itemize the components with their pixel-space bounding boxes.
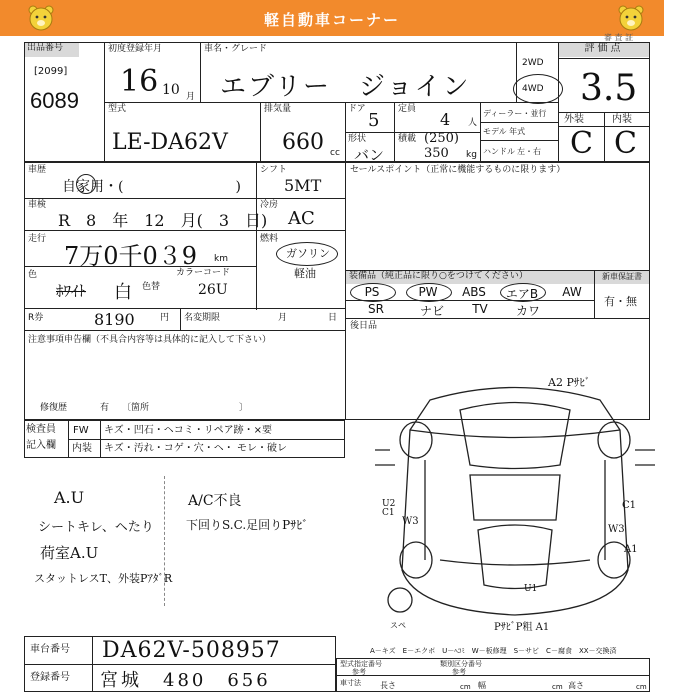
first-reg-month-unit: 月	[186, 92, 196, 102]
model-label: 型式	[108, 104, 127, 114]
diagram-mark-u2c1: U2 C1	[382, 499, 396, 518]
chassis-value: DA62V-508957	[102, 638, 281, 663]
diagram-mark-a1: A1	[624, 544, 638, 555]
grade-int-label: 内装	[612, 114, 632, 125]
diagram-mark-w3-right: W3	[608, 524, 625, 535]
spec-height: 高さ	[568, 681, 584, 690]
note-left-3: 荷室A.U	[40, 544, 99, 562]
diagram-mark-u1: U1	[524, 584, 538, 594]
bear-mascot-icon	[616, 4, 646, 32]
notes-label: 注意事項申告欄（不具合内容等は具体的に記入して下さい）	[28, 335, 272, 345]
equipment-circle	[406, 283, 452, 302]
registration-value: 宮城 480 656	[100, 670, 271, 691]
color-struck: ﾎﾜｲﾄ	[56, 282, 87, 300]
equipment-circle	[500, 283, 546, 302]
spec-cm-1: cm	[460, 683, 471, 691]
inspector-row2: キズ・汚れ・コゲ・穴・ヘ・ モレ・破レ	[104, 443, 287, 454]
diagram-mark-w3-left: W3	[402, 516, 419, 527]
top-stamp: 審 査 証	[604, 33, 634, 42]
equipment-item: PS	[364, 285, 380, 299]
inspector-label: 検査員	[26, 424, 56, 435]
grade-ext-value: C	[570, 126, 593, 161]
color-label: 色	[28, 270, 38, 280]
first-reg-label: 初度登録年月	[108, 44, 163, 54]
equipment-item: ナビ	[419, 304, 444, 318]
color-value: 白	[114, 282, 132, 303]
damage-legend: A－キズ E－エクボ U－ﾍｺﾐ W－板修理 S－サビ C－腐食 XX－交換済	[370, 647, 617, 655]
spec-label-1: 型式指定番号	[340, 660, 382, 668]
car-name-label: 車名・グレード	[204, 44, 268, 54]
equipment-item: SR	[368, 302, 384, 316]
name-change-month: 月	[278, 313, 288, 323]
drive-2wd: 2WD	[522, 58, 544, 68]
drive-4wd: 4WD	[522, 84, 544, 94]
grade-int-value: C	[614, 126, 637, 161]
capacity-value: 4	[440, 110, 451, 129]
shift-value: 5MT	[284, 176, 322, 195]
inspector-row1-label: FW	[73, 425, 89, 436]
fuel-gasoline: ガソリン	[286, 247, 330, 260]
spec-label-2: 類別区分番号	[440, 660, 482, 668]
history-label: 車歴	[28, 165, 47, 175]
capacity-unit: 人	[468, 118, 478, 128]
spec-size-label: 車寸法	[340, 679, 361, 687]
lot-label: 出品番号	[25, 43, 79, 57]
return-date-label: 後日品	[350, 321, 378, 331]
lot-code: [2099]	[34, 66, 68, 77]
load-value: (250)	[424, 131, 459, 146]
repair-bracket: 〔箇所 〕	[122, 403, 249, 413]
car-name-value: エブリー ジョイン	[220, 72, 471, 102]
ac-value: AC	[288, 208, 315, 229]
ac-label: 冷房	[260, 200, 279, 210]
name-change-label: 名変期限	[184, 313, 221, 323]
displacement-unit: cc	[330, 148, 340, 158]
history-circle	[76, 174, 96, 194]
shift-label: シフト	[260, 165, 288, 175]
diagram-mark-rear: PｻﾋﾞP粗 A1	[494, 622, 550, 633]
inspection-value: R 8 年 12 月( 3 日)	[58, 211, 268, 230]
handle-label: ハンドル	[483, 147, 515, 156]
page-title: 軽自動車コーナー	[263, 11, 400, 29]
spec-length: 長さ	[380, 681, 396, 690]
shape-label: 形状	[348, 134, 367, 144]
warranty-label: 新車保証書	[595, 271, 649, 284]
color-code: 26U	[198, 282, 228, 298]
recycle-value: 8190	[94, 310, 135, 329]
handle-value: 左・右	[517, 147, 541, 156]
grade-value: 3.5	[580, 68, 638, 109]
equipment-item: TV	[472, 302, 488, 316]
shape-value: バン	[354, 146, 385, 164]
inspector-entry-label: 記入欄	[26, 440, 56, 451]
load-unit: kg	[466, 150, 477, 160]
grade-label: 評価点	[559, 43, 649, 57]
inspector-row1: キズ・凹石・ヘコミ・リペア跡・×要	[104, 425, 272, 436]
spec-cm-2: cm	[552, 683, 563, 691]
sales-point-label: セールスポイント（正常に機能するものに限ります）	[350, 165, 566, 175]
note-left-4: スタットレスT、外装PｱﾀﾞR	[34, 572, 173, 585]
first-reg-year: 16	[120, 64, 159, 99]
recycle-label: R券	[28, 313, 44, 323]
mileage-unit: km	[214, 254, 228, 264]
model-year-label: モデル 年式	[483, 127, 526, 136]
spec-ref-1: 参考	[352, 668, 366, 676]
spec-cm-3: cm	[636, 683, 647, 691]
equipment-label: 装備品（純正品に限り○をつけてください）	[346, 271, 597, 284]
spec-ref-2: 参考	[452, 668, 466, 676]
dealer-label: ディーラー・並行	[483, 109, 547, 118]
inspection-label: 車検	[28, 200, 47, 210]
fuel-gasoline-circle	[276, 242, 338, 266]
fuel-diesel: 軽油	[294, 267, 316, 280]
equipment-item: ABS	[462, 285, 486, 299]
doors-value: 5	[368, 110, 380, 131]
diagram-mark-spare: スペ	[390, 621, 406, 630]
capacity-label: 定員	[398, 104, 417, 114]
equipment-item: AW	[562, 285, 582, 299]
spec-width: 幅	[478, 681, 486, 690]
header-bar	[0, 0, 664, 36]
color-code-label: カラーコード	[176, 268, 231, 278]
name-change-day: 日	[328, 313, 338, 323]
diagram-mark-a2: A2 Pｻﾋﾞ	[548, 376, 591, 389]
lot-number: 6089	[30, 88, 79, 113]
note-right-1: A/C不良	[188, 493, 242, 509]
equipment-circle	[350, 283, 396, 302]
color-change-label: 色替	[142, 282, 161, 292]
mileage-label: 走行	[28, 234, 47, 244]
load-value-2: 350	[424, 146, 449, 161]
repair-label: 修復歴	[40, 403, 68, 413]
diagram-mark-c1: C1	[622, 500, 637, 511]
history-value: 自家用・( )	[62, 179, 241, 195]
note-left-1: A.U	[54, 488, 85, 507]
repair-value: 有	[100, 403, 110, 413]
chassis-label: 車台番号	[30, 644, 70, 655]
doors-label: ドア	[348, 104, 366, 114]
note-right-2: 下回りS.C.足回りPｻﾋﾞ	[186, 518, 309, 532]
inspector-row2-label: 内装	[72, 443, 92, 454]
note-left-2: シートキレ、ヘたり	[38, 520, 154, 535]
fuel-label: 燃料	[260, 234, 279, 244]
drive-4wd-circle	[513, 74, 563, 104]
car-damage-diagram	[370, 370, 660, 640]
equipment-item: カワ	[515, 304, 540, 318]
grade-ext-label: 外装	[564, 114, 584, 125]
first-reg-month: 10	[162, 82, 180, 98]
recycle-unit: 円	[160, 313, 170, 323]
load-label: 積載	[398, 134, 417, 144]
model-value: LE-DA62V	[112, 130, 228, 155]
displacement-value: 660	[282, 130, 324, 155]
warranty-value: 有・無	[604, 295, 637, 308]
mileage-value: 7万0千0３9	[64, 242, 198, 270]
equipment-item: PW	[418, 285, 438, 299]
registration-label: 登録番号	[30, 672, 70, 683]
displacement-label: 排気量	[264, 104, 292, 114]
equipment-item: エアB	[505, 287, 539, 301]
